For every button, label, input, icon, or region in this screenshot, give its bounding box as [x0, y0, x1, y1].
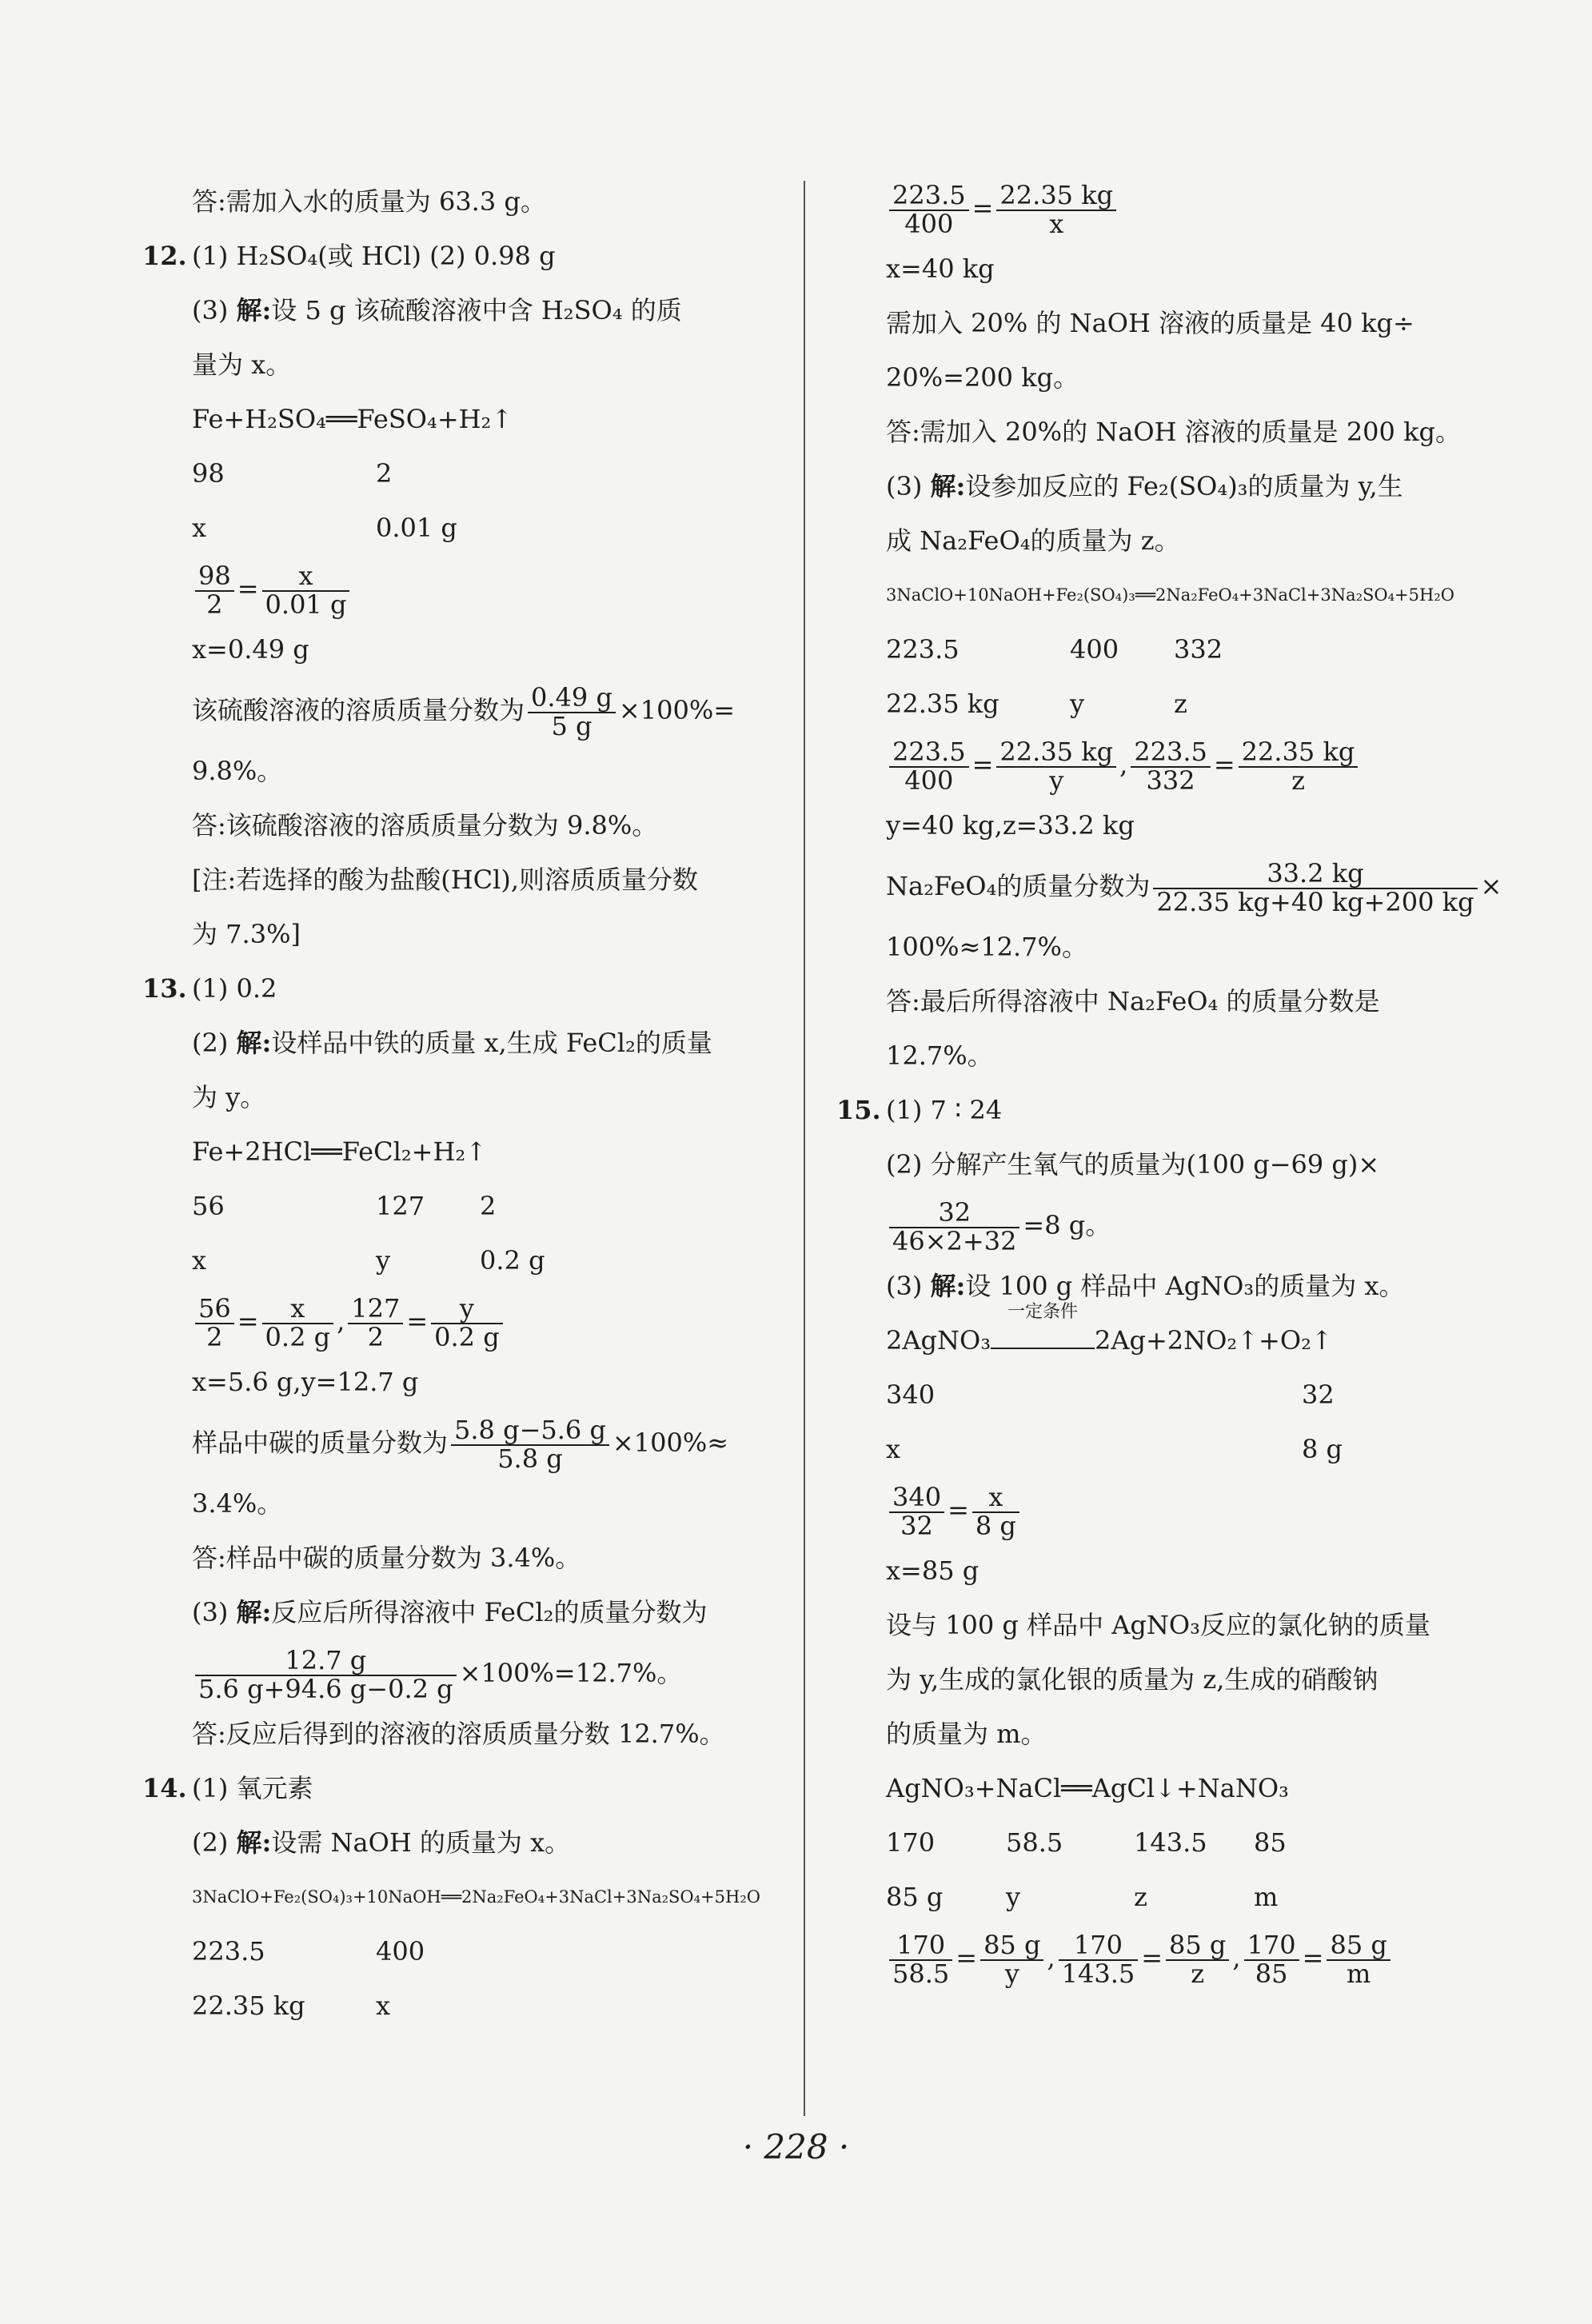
calculation-line: $\frac{32}{46\times 2+32}$ =8 g。: [886, 1192, 1502, 1259]
result-line: x=0.49 g: [192, 634, 309, 665]
result-line: 3.4%。: [192, 1488, 283, 1519]
proportion-equation: $\frac{223.5}{400}$ = $\frac{22.35 kg}{y}$ , $\frac{223.5}{332}$ = $\frac{22.35 kg}{z}$: [886, 731, 1502, 798]
ratio-row: 22.35 kg x: [192, 1991, 391, 2021]
question-12-line: 12. (1) H₂SO₄(或 HCl) (2) 0.98 g: [192, 229, 808, 283]
answer-line: 答:样品中碳的质量分数为 3.4%。: [192, 1543, 581, 1573]
note-line: [注:若选择的酸为盐酸(HCl),则溶质质量分数: [192, 865, 699, 895]
answer-line: 12.7%。: [886, 1040, 993, 1071]
text-line: 量为 x。: [192, 349, 292, 380]
answer-line: 答:需加入 20%的 NaOH 溶液的质量是 200 kg。: [886, 417, 1461, 447]
ratio-row: 223.5 400: [192, 1936, 425, 1967]
result-line: x=5.6 g,y=12.7 g: [192, 1367, 419, 1397]
reaction-condition-arrow: 一定条件: [991, 1320, 1095, 1349]
proportion-equation: $\frac{98}{2}$ = $\frac{x}{0.01 g}$: [192, 555, 808, 622]
ratio-row: x y 0.2 g: [192, 1245, 545, 1276]
answer-line: 答:反应后得到的溶液的溶质质量分数 12.7%。: [192, 1719, 725, 1749]
question-15-line: 15. (1) 7 ∶ 24: [886, 1083, 1502, 1137]
solution-line: (2) 解:设需 NaOH 的质量为 x。: [192, 1827, 571, 1858]
proportion-equation: $\frac{56}{2}$ = $\frac{x}{0.2 g}$ , $\frac{127}{2}$ = $\frac{y}{0.2 g}$: [192, 1288, 808, 1355]
solution-line: (3) 解:设参加反应的 Fe₂(SO₄)₃的质量为 y,生: [886, 471, 1403, 501]
question-14-line: 14. (1) 氧元素: [192, 1761, 808, 1815]
chemical-equation: 3NaClO+Fe₂(SO₄)₃+10NaOH══2Na₂FeO₄+3NaCl+3Na₂SO₄+5H₂O: [192, 1887, 760, 1907]
result-line: x=40 kg: [886, 254, 995, 284]
chemical-equation: AgNO₃+NaCl══AgCl↓+NaNO₃: [886, 1773, 1289, 1803]
text-line: 成 Na₂FeO₄的质量为 z。: [886, 525, 1180, 556]
result-line: y=40 kg,z=33.2 kg: [886, 810, 1135, 841]
text-line: 需加入 20% 的 NaOH 溶液的质量是 40 kg÷: [886, 308, 1414, 338]
proportion-equation: $\frac{223.5}{400}$ = $\frac{22.35 kg}{x}$: [886, 174, 1502, 242]
text-line: 20%=200 kg。: [886, 362, 1079, 393]
question-number-12: 12.: [142, 241, 187, 271]
solution-line: (3) 解:设 5 g 该硫酸溶液中含 H₂SO₄ 的质: [192, 295, 682, 325]
ratio-row: x 8 g: [886, 1434, 1343, 1464]
page-number: · 228 ·: [742, 2127, 850, 2166]
calculation-line: 样品中碳的质量分数为 $\frac{5.8 g-5.6 g}{5.8 g}$ ×100%≈: [192, 1414, 729, 1474]
column-divider: [804, 181, 805, 2116]
result-line: 100%≈12.7%。: [886, 932, 1087, 962]
ratio-row: 340 32: [886, 1380, 1335, 1410]
text-line: 设与 100 g 样品中 AgNO₃反应的氯化钠的质量: [886, 1610, 1430, 1640]
proportion-equation: $\frac{170}{58.5}$ = $\frac{85 g}{y}$ , $\frac{170}{143.5}$ = $\frac{85 g}{z}$ , $\frac{170}{85}$ = $\frac{85 g}{m}$: [886, 1924, 1502, 1991]
result-line: x=85 g: [886, 1555, 980, 1586]
fraction: $\frac{98}{2}$: [195, 563, 234, 618]
text-line: (2) 分解产生氧气的质量为(100 g−69 g)×: [886, 1149, 1380, 1180]
fraction: $\frac{x}{0.01 g}$: [262, 563, 350, 618]
question-number-15: 15.: [836, 1095, 881, 1125]
chemical-equation: Fe+H₂SO₄══FeSO₄+H₂↑: [192, 404, 513, 434]
question-number-14: 14.: [142, 1773, 187, 1803]
ratio-row: x 0.01 g: [192, 513, 457, 543]
chemical-equation: 2AgNO₃ 一定条件 2Ag+2NO₂↑+O₂↑: [886, 1302, 1333, 1356]
chemical-equation: 3NaClO+10NaOH+Fe₂(SO₄)₃══2Na₂FeO₄+3NaCl+3Na₂SO₄+5H₂O: [886, 585, 1454, 605]
ratio-row: 22.35 kg y z: [886, 689, 1187, 719]
answer-line: 答:该硫酸溶液的溶质质量分数为 9.8%。: [192, 810, 658, 841]
right-column: [836, 174, 1502, 1991]
answer-line: 答:需加入水的质量为 63.3 g。: [192, 186, 546, 217]
ratio-row: 56 127 2: [192, 1191, 497, 1221]
chemical-equation: Fe+2HCl══FeCl₂+H₂↑: [192, 1136, 488, 1167]
calculation-line: 该硫酸溶液的溶质质量分数为 $\frac{0.49 g}{5 g}$ ×100%=: [192, 681, 736, 741]
text-line: 为 y。: [192, 1082, 266, 1112]
ratio-row: 85 g y z m: [886, 1882, 1279, 1912]
fraction: $\frac{0.49 g}{5 g}$: [528, 685, 616, 740]
solution-line: (3) 解:设 100 g 样品中 AgNO₃的质量为 x。: [886, 1271, 1405, 1301]
calculation-line: $\frac{12.7 g}{5.6 g+94.6 g-0.2 g}$ ×100%=12.7%。: [192, 1639, 808, 1707]
solution-line: (2) 解:设样品中铁的质量 x,生成 FeCl₂的质量: [192, 1028, 712, 1058]
question-number-13: 13.: [142, 973, 187, 1004]
proportion-equation: $\frac{340}{32}$ = $\frac{x}{8 g}$: [886, 1476, 1502, 1543]
answer-line: 答:最后所得溶液中 Na₂FeO₄ 的质量分数是: [886, 986, 1380, 1016]
result-line: 9.8%。: [192, 756, 283, 786]
ratio-row: 170 58.5 143.5 85: [886, 1827, 1287, 1858]
text-line: 为 y,生成的氯化银的质量为 z,生成的硝酸钠: [886, 1664, 1379, 1695]
ratio-row: 223.5 400 332: [886, 634, 1223, 665]
solution-line: (3) 解:反应后所得溶液中 FeCl₂的质量分数为: [192, 1597, 708, 1627]
left-column: [142, 174, 808, 2033]
calculation-line: Na₂FeO₄的质量分数为 $\frac{33.2 kg}{22.35 kg+40 kg+200 kg}$ ×: [886, 857, 1502, 917]
note-line: 为 7.3%]: [192, 919, 301, 949]
ratio-row: 98 2: [192, 458, 393, 489]
question-13-line: 13. (1) 0.2: [192, 961, 808, 1016]
text-line: 的质量为 m。: [886, 1719, 1047, 1749]
